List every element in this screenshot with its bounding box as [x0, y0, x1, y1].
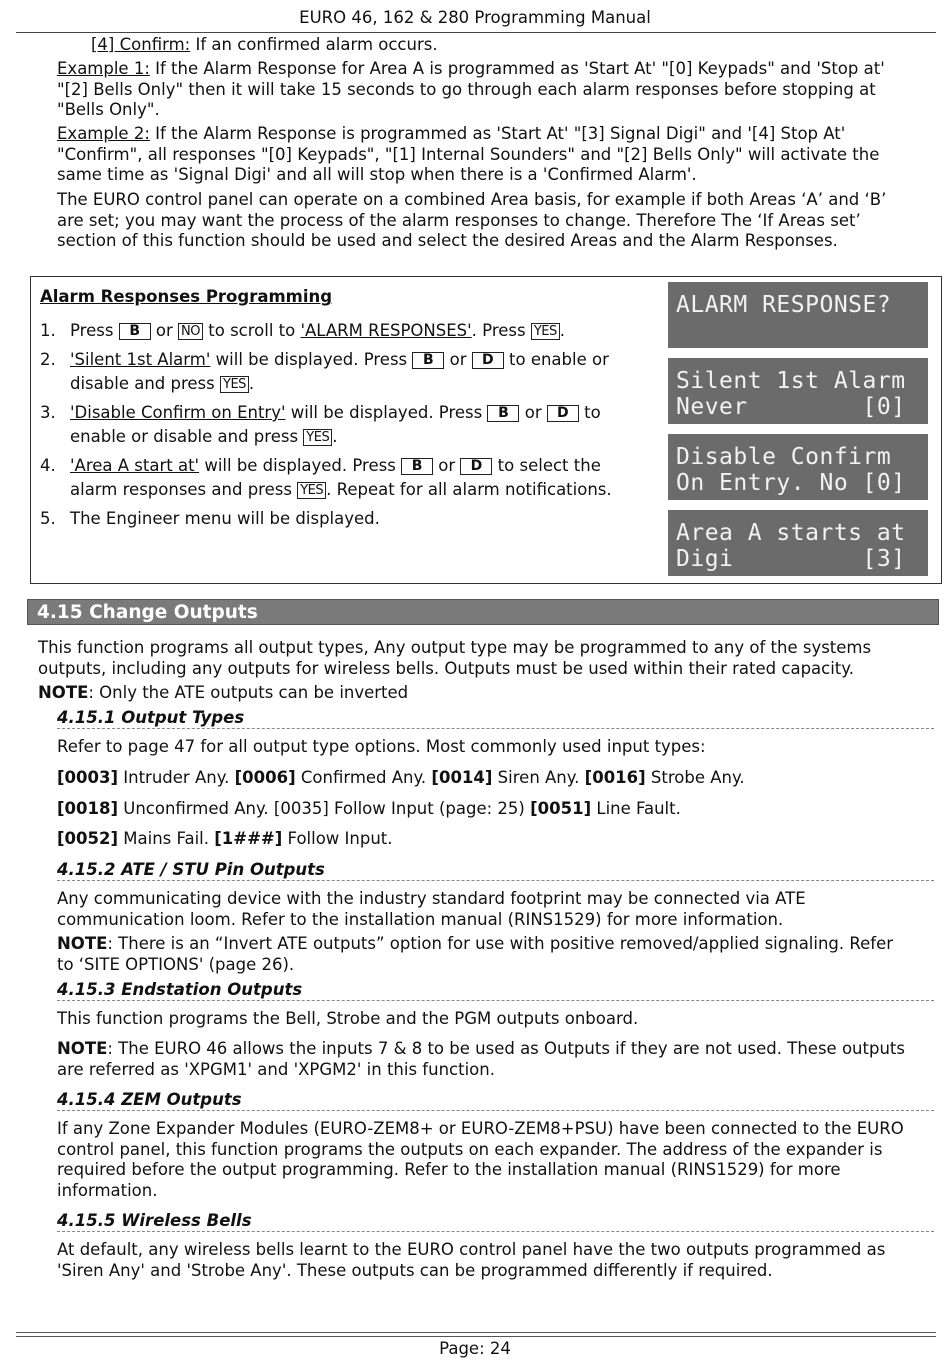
output-code: [0052] — [57, 829, 119, 848]
key-yes-icon: YES — [531, 323, 560, 340]
subsection-title-output-types: 4.15.1 Output Types — [57, 708, 934, 729]
step-text: . — [332, 427, 338, 446]
step-2 — [40, 348, 640, 396]
note-text: : The EURO 46 allows the inputs 7 & 8 to be used as Outputs if they are not used. These outputs are referred as 'XPGM1' and 'XPGM2' in this function. — [57, 1039, 905, 1079]
step-number: 4. — [40, 456, 56, 475]
output-desc: Unconfirmed Any. [0035] Follow Input (page: 25) — [118, 799, 531, 818]
confirm-text: If an confirmed alarm occurs. — [190, 35, 438, 54]
lcd-disable-confirm: Disable Confirm On Entry. No [0] — [668, 434, 928, 500]
zem-text: If any Zone Expander Modules (EURO-ZEM8+ or EURO-ZEM8+PSU) have been connected to the EURO control panel, this function programs the outputs on each expander. The address of the expander is required before the output programming. Refer to the installation manual (RINS1529) for more information. — [57, 1119, 904, 1200]
section-heading: 4.15 Change Outputs — [27, 599, 939, 625]
step-menu-ref: 'Disable Confirm on Entry' — [70, 403, 286, 422]
step-text: will be displayed. Press — [210, 350, 413, 369]
step-3 — [40, 401, 640, 449]
endstation-note — [57, 1039, 907, 1080]
confirm-label: [4] Confirm: — [91, 35, 191, 54]
section-note — [38, 683, 918, 704]
key-d-icon: D — [472, 352, 504, 369]
output-types-line-2 — [57, 799, 927, 820]
subsection-title-zem: 4.15.4 ZEM Outputs — [57, 1090, 934, 1111]
programming-steps — [40, 319, 640, 536]
example-2-label: Example 2: — [57, 124, 150, 143]
step-text: to enable or disable and press — [70, 403, 601, 446]
ate-stu-note — [57, 934, 907, 975]
output-code: [0051] — [530, 799, 592, 818]
step-5 — [40, 507, 640, 531]
output-desc: Line Fault. — [591, 799, 681, 818]
output-types-line-3 — [57, 829, 927, 850]
output-code: [0003] — [57, 768, 119, 787]
output-desc: Intruder Any. — [118, 768, 235, 787]
key-b-icon: B — [487, 405, 519, 422]
key-yes-icon: YES — [303, 429, 332, 446]
programming-box-title: Alarm Responses Programming — [40, 287, 333, 306]
combined-area-paragraph: The EURO control panel can operate on a combined Area basis, for example if both Areas ‘A’ and ‘B’ are set; you may want the process of the alarm responses to change. Therefore The ‘If Areas set’ section of this function should be used and select the desired Areas and the Alarm Responses. — [57, 190, 887, 250]
step-menu-ref: 'Silent 1st Alarm' — [70, 350, 211, 369]
key-yes-icon: YES — [220, 376, 249, 393]
note-label: NOTE — [57, 1039, 108, 1058]
step-text: . — [248, 374, 255, 393]
key-no-icon: NO — [178, 323, 203, 340]
lcd-alarm-response: ALARM RESPONSE? — [668, 282, 928, 348]
note-text: : Only the ATE outputs can be inverted — [88, 683, 409, 702]
step-text: . Repeat for all alarm notifications. — [326, 480, 612, 499]
example-1-label: Example 1: — [57, 59, 150, 78]
lcd-area-a-starts: Area A starts at Digi [3] — [668, 510, 928, 576]
key-yes-icon: YES — [297, 482, 326, 499]
output-code: [0018] — [57, 799, 119, 818]
note-label: NOTE — [57, 934, 108, 953]
step-text: will be displayed. Press — [285, 403, 488, 422]
output-desc: Mains Fail. — [118, 829, 215, 848]
example-1 — [57, 59, 897, 121]
step-number: 5. — [40, 509, 56, 528]
example-1-text: If the Alarm Response for Area A is programmed as 'Start At' "[0] Keypads" and 'Stop at' "[2] Bells Only" then it will take 15 seconds to go through each alarm responses before stopping at "Bells Only". — [57, 59, 885, 119]
output-types-intro: Refer to page 47 for all output type options. Most commonly used input types: — [57, 737, 706, 756]
step-4 — [40, 454, 640, 502]
confirm-line — [91, 35, 931, 56]
wireless-bells-text: At default, any wireless bells learnt to the EURO control panel have the two outputs programmed as 'Siren Any' and 'Strobe Any'. These outputs can be programmed differently if required. — [57, 1240, 886, 1280]
section-intro: This function programs all output types, Any output type may be programmed to any of the systems outputs, including any outputs for wireless bells. Outputs must be used within their rated capacity. — [38, 638, 872, 678]
step-text: will be displayed. Press — [199, 456, 402, 475]
output-types-line-1 — [57, 768, 927, 789]
step-number: 3. — [40, 403, 56, 422]
page-header-title: EURO 46, 162 & 280 Programming Manual — [299, 8, 651, 27]
output-desc: Strobe Any. — [645, 768, 745, 787]
footer-rule — [16, 1332, 936, 1333]
output-code: [1###] — [214, 829, 283, 848]
footer-rule — [16, 1336, 936, 1337]
key-d-icon: D — [460, 458, 492, 475]
subsection-title-endstation: 4.15.3 Endstation Outputs — [57, 980, 934, 1001]
endstation-text: This function programs the Bell, Strobe and the PGM outputs onboard. — [57, 1009, 639, 1028]
step-text: or — [150, 321, 179, 340]
key-b-icon: B — [401, 458, 433, 475]
output-code: [0006] — [234, 768, 296, 787]
step-1 — [40, 319, 640, 343]
example-2 — [57, 124, 897, 186]
step-text: . Press — [471, 321, 531, 340]
step-number: 1. — [40, 321, 56, 340]
output-desc: Confirmed Any. — [295, 768, 432, 787]
step-text: Press — [70, 321, 119, 340]
step-text: to scroll to — [203, 321, 301, 340]
step-text: to enable or disable and press — [70, 350, 609, 393]
subsection-title-ate-stu: 4.15.2 ATE / STU Pin Outputs — [57, 860, 934, 881]
output-desc: Follow Input. — [282, 829, 393, 848]
ate-stu-text: Any communicating device with the industry standard footprint may be connected via ATE communication loom. Refer to the installation manual (RINS1529) for more information. — [57, 889, 806, 929]
step-number: 2. — [40, 350, 56, 369]
step-menu-ref: 'Area A start at' — [70, 456, 200, 475]
subsection-title-wireless-bells: 4.15.5 Wireless Bells — [57, 1211, 934, 1232]
key-d-icon: D — [547, 405, 579, 422]
step-text: to select the alarm responses and press — [70, 456, 601, 499]
step-menu-ref: 'ALARM RESPONSES' — [300, 321, 472, 340]
lcd-silent-first-alarm: Silent 1st Alarm Never [0] — [668, 358, 928, 424]
key-b-icon: B — [119, 323, 151, 340]
step-text: or — [444, 350, 472, 369]
page-number: Page: 24 — [439, 1339, 511, 1358]
note-label: NOTE — [38, 683, 89, 702]
key-b-icon: B — [412, 352, 444, 369]
step-text: or — [433, 456, 461, 475]
output-code: [0016] — [584, 768, 646, 787]
note-text: : There is an “Invert ATE outputs” option for use with positive removed/applied signaling. Refer to ‘SITE OPTIONS' (page 26). — [57, 934, 894, 974]
step-text: The Engineer menu will be displayed. — [70, 509, 380, 528]
step-text: . — [559, 321, 566, 340]
header-rule — [16, 32, 936, 33]
output-code: [0014] — [431, 768, 493, 787]
output-desc: Siren Any. — [492, 768, 585, 787]
example-2-text: If the Alarm Response is programmed as 'Start At' "[3] Signal Digi" and '[4] Stop At' "Confirm", all responses "[0] Keypads", "[1] Internal Sounders" and "[2] Bells Only" will activate the same time as 'Signal Digi' and all will stop when there is a 'Confirmed Alarm'. — [57, 124, 880, 184]
step-text: or — [519, 403, 547, 422]
